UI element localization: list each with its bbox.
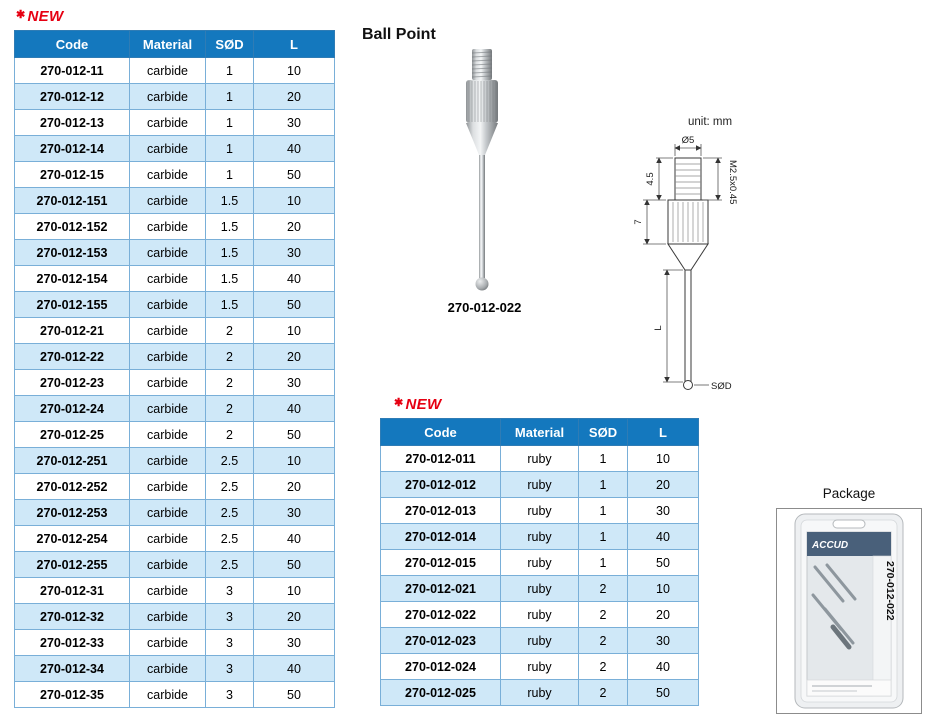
ruby-spec-table xyxy=(380,418,699,706)
sod-cell: 2 xyxy=(206,396,254,422)
length-cell: 30 xyxy=(254,630,335,656)
table-row xyxy=(15,84,335,110)
length-cell: 20 xyxy=(628,602,699,628)
ball-point-photo xyxy=(437,45,532,297)
material-cell: ruby xyxy=(501,680,579,706)
sod-cell: 1 xyxy=(579,472,628,498)
material-cell: carbide xyxy=(130,448,206,474)
material-cell: carbide xyxy=(130,422,206,448)
new-label: NEW xyxy=(27,8,64,25)
code-cell: 270-012-023 xyxy=(381,628,501,654)
table-row xyxy=(15,58,335,84)
dim-label-thread: M2.5x0.45 xyxy=(727,160,738,205)
length-cell: 50 xyxy=(628,550,699,576)
sod-cell: 1 xyxy=(579,498,628,524)
table-row xyxy=(15,604,335,630)
product-code-label: 270-012-022 xyxy=(447,300,522,315)
col-header-sod: SØD xyxy=(579,419,628,446)
sod-cell: 2 xyxy=(206,318,254,344)
table-row xyxy=(15,344,335,370)
length-cell: 10 xyxy=(254,448,335,474)
code-cell: 270-012-34 xyxy=(15,656,130,682)
unit-label: unit: mm xyxy=(688,116,733,128)
table-row xyxy=(15,240,335,266)
material-cell: carbide xyxy=(130,578,206,604)
new-badge-right xyxy=(394,396,441,413)
code-cell: 270-012-14 xyxy=(15,136,130,162)
length-cell: 10 xyxy=(628,446,699,472)
length-cell: 50 xyxy=(254,162,335,188)
table-row xyxy=(15,292,335,318)
table-row xyxy=(15,578,335,604)
length-cell: 50 xyxy=(254,422,335,448)
col-header-code: Code xyxy=(15,31,130,58)
sod-cell: 3 xyxy=(206,630,254,656)
material-cell: carbide xyxy=(130,110,206,136)
code-cell: 270-012-31 xyxy=(15,578,130,604)
table-row xyxy=(381,602,699,628)
table-row xyxy=(381,576,699,602)
dim-label-tip: SØD xyxy=(711,381,732,392)
length-cell: 30 xyxy=(254,370,335,396)
material-cell: carbide xyxy=(130,188,206,214)
sod-cell: 1 xyxy=(579,550,628,576)
code-cell: 270-012-021 xyxy=(381,576,501,602)
material-cell: carbide xyxy=(130,240,206,266)
length-cell: 50 xyxy=(628,680,699,706)
material-cell: carbide xyxy=(130,162,206,188)
length-cell: 20 xyxy=(254,604,335,630)
code-cell: 270-012-024 xyxy=(381,654,501,680)
dim-label-length: L xyxy=(653,325,664,331)
code-cell: 270-012-012 xyxy=(381,472,501,498)
length-cell: 20 xyxy=(254,84,335,110)
code-cell: 270-012-151 xyxy=(15,188,130,214)
length-cell: 20 xyxy=(628,472,699,498)
code-cell: 270-012-025 xyxy=(381,680,501,706)
stylus-taper xyxy=(466,123,498,155)
code-cell: 270-012-015 xyxy=(381,550,501,576)
sod-cell: 1 xyxy=(206,162,254,188)
sod-cell: 2 xyxy=(579,602,628,628)
material-cell: ruby xyxy=(501,498,579,524)
table-row xyxy=(381,472,699,498)
material-cell: carbide xyxy=(130,604,206,630)
length-cell: 30 xyxy=(254,240,335,266)
table-header-row xyxy=(15,31,335,58)
code-cell: 270-012-013 xyxy=(381,498,501,524)
code-cell: 270-012-252 xyxy=(15,474,130,500)
dim-label-upper: 4.5 xyxy=(645,172,656,186)
col-header-material: Material xyxy=(130,31,206,58)
sod-cell: 2.5 xyxy=(206,552,254,578)
table-row xyxy=(15,266,335,292)
length-cell: 50 xyxy=(254,292,335,318)
length-cell: 10 xyxy=(254,188,335,214)
material-cell: ruby xyxy=(501,654,579,680)
code-cell: 270-012-022 xyxy=(381,602,501,628)
material-cell: ruby xyxy=(501,446,579,472)
table-row xyxy=(15,162,335,188)
drawing-ball-tip xyxy=(684,381,693,390)
material-cell: carbide xyxy=(130,266,206,292)
table-row xyxy=(15,136,335,162)
material-cell: carbide xyxy=(130,318,206,344)
sod-cell: 2.5 xyxy=(206,500,254,526)
stylus-shaft xyxy=(479,155,485,278)
new-label: NEW xyxy=(405,396,442,413)
table-row xyxy=(15,110,335,136)
material-cell: ruby xyxy=(501,602,579,628)
sod-cell: 1 xyxy=(579,524,628,550)
length-cell: 10 xyxy=(254,578,335,604)
code-cell: 270-012-255 xyxy=(15,552,130,578)
technical-drawing xyxy=(612,132,762,404)
code-cell: 270-012-251 xyxy=(15,448,130,474)
code-cell: 270-012-23 xyxy=(15,370,130,396)
material-cell: carbide xyxy=(130,552,206,578)
sod-cell: 2 xyxy=(206,422,254,448)
code-cell: 270-012-35 xyxy=(15,682,130,708)
code-cell: 270-012-21 xyxy=(15,318,130,344)
table-row xyxy=(381,446,699,472)
sod-cell: 2 xyxy=(579,680,628,706)
material-cell: carbide xyxy=(130,474,206,500)
col-header-sod: SØD xyxy=(206,31,254,58)
sod-cell: 2.5 xyxy=(206,448,254,474)
table-row xyxy=(15,370,335,396)
sod-cell: 1 xyxy=(579,446,628,472)
material-cell: carbide xyxy=(130,526,206,552)
new-star-icon: ✱ xyxy=(394,397,404,409)
table-row xyxy=(15,500,335,526)
code-cell: 270-012-13 xyxy=(15,110,130,136)
length-cell: 40 xyxy=(254,266,335,292)
length-cell: 20 xyxy=(254,344,335,370)
material-cell: ruby xyxy=(501,472,579,498)
material-cell: carbide xyxy=(130,656,206,682)
col-header-length: L xyxy=(628,419,699,446)
code-cell: 270-012-011 xyxy=(381,446,501,472)
sod-cell: 2 xyxy=(206,344,254,370)
length-cell: 10 xyxy=(254,318,335,344)
code-cell: 270-012-11 xyxy=(15,58,130,84)
material-cell: ruby xyxy=(501,550,579,576)
new-badge-left xyxy=(16,8,63,25)
code-cell: 270-012-22 xyxy=(15,344,130,370)
material-cell: carbide xyxy=(130,370,206,396)
sod-cell: 1.5 xyxy=(206,188,254,214)
code-cell: 270-012-152 xyxy=(15,214,130,240)
code-cell: 270-012-25 xyxy=(15,422,130,448)
sod-cell: 1 xyxy=(206,58,254,84)
stylus-ball xyxy=(476,278,489,291)
material-cell: carbide xyxy=(130,214,206,240)
length-cell: 20 xyxy=(254,474,335,500)
length-cell: 30 xyxy=(254,110,335,136)
length-cell: 20 xyxy=(254,214,335,240)
sod-cell: 3 xyxy=(206,682,254,708)
sod-cell: 3 xyxy=(206,604,254,630)
carbide-spec-table xyxy=(14,30,335,708)
sod-cell: 3 xyxy=(206,656,254,682)
material-cell: carbide xyxy=(130,630,206,656)
length-cell: 40 xyxy=(628,654,699,680)
material-cell: ruby xyxy=(501,576,579,602)
table-row xyxy=(381,628,699,654)
material-cell: carbide xyxy=(130,84,206,110)
length-cell: 40 xyxy=(254,526,335,552)
sod-cell: 1 xyxy=(206,84,254,110)
sod-cell: 3 xyxy=(206,578,254,604)
code-cell: 270-012-154 xyxy=(15,266,130,292)
code-cell: 270-012-12 xyxy=(15,84,130,110)
material-cell: carbide xyxy=(130,344,206,370)
table-row xyxy=(15,526,335,552)
material-cell: ruby xyxy=(501,628,579,654)
new-star-icon: ✱ xyxy=(16,9,26,21)
table-row xyxy=(15,656,335,682)
length-cell: 30 xyxy=(254,500,335,526)
code-cell: 270-012-253 xyxy=(15,500,130,526)
sod-cell: 2 xyxy=(579,628,628,654)
col-header-code: Code xyxy=(381,419,501,446)
length-cell: 10 xyxy=(254,58,335,84)
hang-hole xyxy=(833,520,865,528)
table-row xyxy=(381,498,699,524)
table-row xyxy=(381,680,699,706)
table-row xyxy=(15,474,335,500)
code-cell: 270-012-15 xyxy=(15,162,130,188)
length-cell: 30 xyxy=(628,498,699,524)
code-cell: 270-012-33 xyxy=(15,630,130,656)
code-cell: 270-012-24 xyxy=(15,396,130,422)
table-row xyxy=(15,448,335,474)
sod-cell: 1 xyxy=(206,136,254,162)
table-header-row xyxy=(381,419,699,446)
table-row xyxy=(15,682,335,708)
sod-cell: 1.5 xyxy=(206,214,254,240)
material-cell: ruby xyxy=(501,524,579,550)
material-cell: carbide xyxy=(130,682,206,708)
length-cell: 40 xyxy=(254,136,335,162)
drawing-taper xyxy=(668,244,708,270)
sod-cell: 2.5 xyxy=(206,474,254,500)
code-cell: 270-012-155 xyxy=(15,292,130,318)
table-row xyxy=(15,422,335,448)
sod-cell: 2 xyxy=(579,576,628,602)
sod-cell: 2 xyxy=(579,654,628,680)
length-cell: 50 xyxy=(254,682,335,708)
dim-label-mid: 7 xyxy=(633,219,644,225)
table-row xyxy=(381,654,699,680)
sod-cell: 1.5 xyxy=(206,266,254,292)
material-cell: carbide xyxy=(130,396,206,422)
drawing-shaft xyxy=(685,270,691,382)
length-cell: 40 xyxy=(254,656,335,682)
page-title: Ball Point xyxy=(362,26,436,43)
table-row xyxy=(15,396,335,422)
length-cell: 10 xyxy=(628,576,699,602)
sod-cell: 1 xyxy=(206,110,254,136)
table-row xyxy=(15,552,335,578)
table-row xyxy=(381,550,699,576)
table-row xyxy=(15,630,335,656)
material-cell: carbide xyxy=(130,58,206,84)
table-row xyxy=(15,214,335,240)
package-bottom-label xyxy=(807,680,891,696)
length-cell: 50 xyxy=(254,552,335,578)
length-cell: 40 xyxy=(628,524,699,550)
code-cell: 270-012-254 xyxy=(15,526,130,552)
material-cell: carbide xyxy=(130,292,206,318)
dim-label-dia: Ø5 xyxy=(681,135,695,146)
sod-cell: 2 xyxy=(206,370,254,396)
package-photo xyxy=(777,509,921,713)
length-cell: 30 xyxy=(628,628,699,654)
sod-cell: 1.5 xyxy=(206,292,254,318)
length-cell: 40 xyxy=(254,396,335,422)
col-header-material: Material xyxy=(501,419,579,446)
code-cell: 270-012-153 xyxy=(15,240,130,266)
table-row xyxy=(381,524,699,550)
package-code-vertical: 270-012-022 xyxy=(884,561,896,621)
code-cell: 270-012-32 xyxy=(15,604,130,630)
table-row xyxy=(15,188,335,214)
sod-cell: 1.5 xyxy=(206,240,254,266)
package-box xyxy=(776,508,922,714)
col-header-length: L xyxy=(254,31,335,58)
table-row xyxy=(15,318,335,344)
package-brand: ACCUD xyxy=(812,540,849,551)
material-cell: carbide xyxy=(130,136,206,162)
package-label: Package xyxy=(822,486,876,501)
code-cell: 270-012-014 xyxy=(381,524,501,550)
material-cell: carbide xyxy=(130,500,206,526)
sod-cell: 2.5 xyxy=(206,526,254,552)
